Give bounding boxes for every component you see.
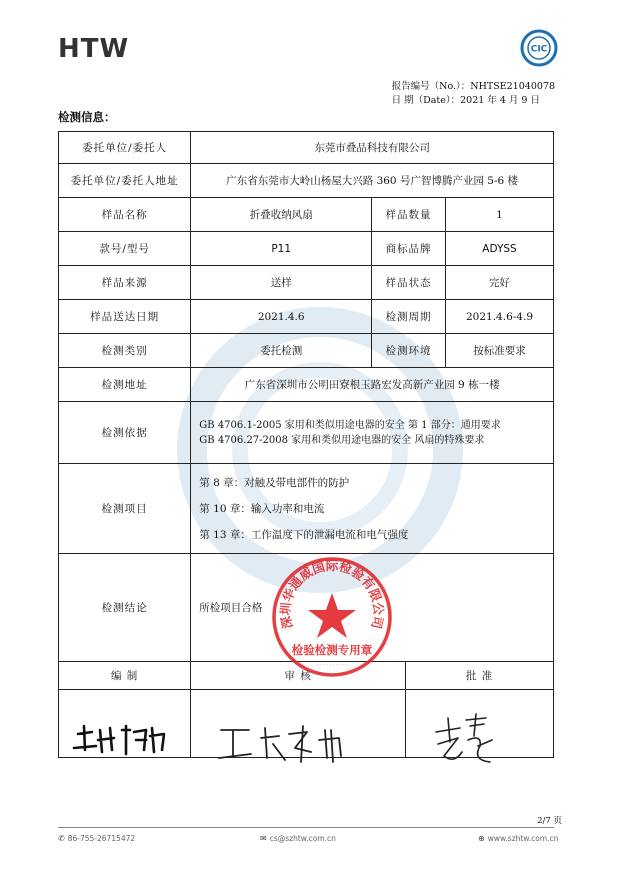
value-conclusion: 所检项目合格 [191,554,554,662]
label-environment: 检测环境 [372,334,446,368]
label-review: 审 核 [191,662,406,690]
value-items [191,464,554,554]
svg-text:· · · · · · · · · ·: · · · · · · · · · · [316,662,348,668]
seal-text-top: 深圳华通威国际检验有限公司 [277,558,387,631]
label-basis: 检测依据 [59,402,191,464]
row-sample-name [59,198,554,232]
label-state: 样品状态 [372,266,446,300]
label-compile: 编 制 [59,662,191,690]
footer-website [478,834,558,843]
value-basis [191,402,554,464]
value-client-address: 广东省东莞市大岭山杨屋大兴路 360 号广智博腾产业园 5-6 楼 [191,164,554,198]
date-label: 日 期（Date）： [391,95,461,106]
basis-line: GB 4706.27-2008 家用和类似用途电器的安全 风扇的特殊要求 [199,434,485,446]
value-test-type: 委托检测 [191,334,372,368]
value-environment: 按标准要求 [446,334,554,368]
value-sample-name: 折叠收纳风扇 [191,198,372,232]
row-model [59,232,554,266]
report-info [392,80,555,108]
value-sample-qty: 1 [446,198,554,232]
report-no-label: 报告编号（No.）： [391,81,471,92]
email-text: cs@szhtw.com.cn [269,834,336,843]
phone-icon: ✆ [58,834,65,843]
basis-line: GB 4706.1-2005 家用和类似用途电器的安全 第 1 部分：通用要求 [199,419,501,431]
label-test-address: 检测地址 [59,368,191,402]
value-source: 送样 [191,266,372,300]
row-items [59,464,554,554]
footer-email [260,834,336,843]
item-line: 第 8 章：对触及带电部件的防护 [199,476,350,489]
row-client-address [59,164,554,198]
label-conclusion: 检测结论 [59,554,191,662]
label-model: 款号/型号 [59,232,191,266]
label-approve: 批 准 [406,662,554,690]
seal-text-bottom: 检验检测专用章 [291,643,373,657]
row-test-address [59,368,554,402]
report-no: NHTSE21040078 [470,81,555,92]
label-items: 检测项目 [59,464,191,554]
item-line: 第 13 章：工作温度下的泄漏电流和电气强度 [199,528,409,541]
website-text: www.szhtw.com.cn [487,834,559,843]
label-sample-name: 样品名称 [59,198,191,232]
row-test-type [59,334,554,368]
official-seal-icon [270,555,394,679]
label-brand: 商标品牌 [372,232,446,266]
value-state: 完好 [446,266,554,300]
report-date: 2021 年 4 月 9 日 [460,95,540,106]
item-line: 第 10 章：输入功率和电流 [199,502,325,515]
footer-divider [58,827,554,828]
label-client-address: 委托单位/委托人地址 [59,164,191,198]
value-test-address: 广东省深圳市公明田寮根玉路宏发高新产业园 9 栋一楼 [191,368,554,402]
label-test-period: 检测周期 [372,300,446,334]
signature-2-icon [215,722,365,764]
row-basis [59,402,554,464]
label-source: 样品来源 [59,266,191,300]
globe-icon: ⊕ [478,834,485,843]
label-sample-qty: 样品数量 [372,198,446,232]
row-source [59,266,554,300]
phone-text: 86-755-26715472 [67,834,136,843]
svg-text:CIC: CIC [530,44,548,55]
cic-logo [519,28,559,68]
htw-logo: HTW [58,34,130,64]
value-test-period: 2021.4.6-4.9 [446,300,554,334]
value-delivery-date: 2021.4.6 [191,300,372,334]
row-client [59,132,554,164]
page-number: 2/7 页 [537,816,562,826]
email-icon: ✉ [260,834,267,843]
label-client: 委托单位/委托人 [59,132,191,164]
footer-phone [58,834,135,843]
label-test-type: 检测类别 [59,334,191,368]
label-delivery-date: 样品送达日期 [59,300,191,334]
signature-3-icon [430,712,500,768]
value-brand: ADYSS [446,232,554,266]
signature-1-icon [70,720,170,760]
value-model: P11 [191,232,372,266]
value-client: 东莞市叠品科技有限公司 [191,132,554,164]
row-delivery-date [59,300,554,334]
section-title: 检测信息： [58,110,116,124]
